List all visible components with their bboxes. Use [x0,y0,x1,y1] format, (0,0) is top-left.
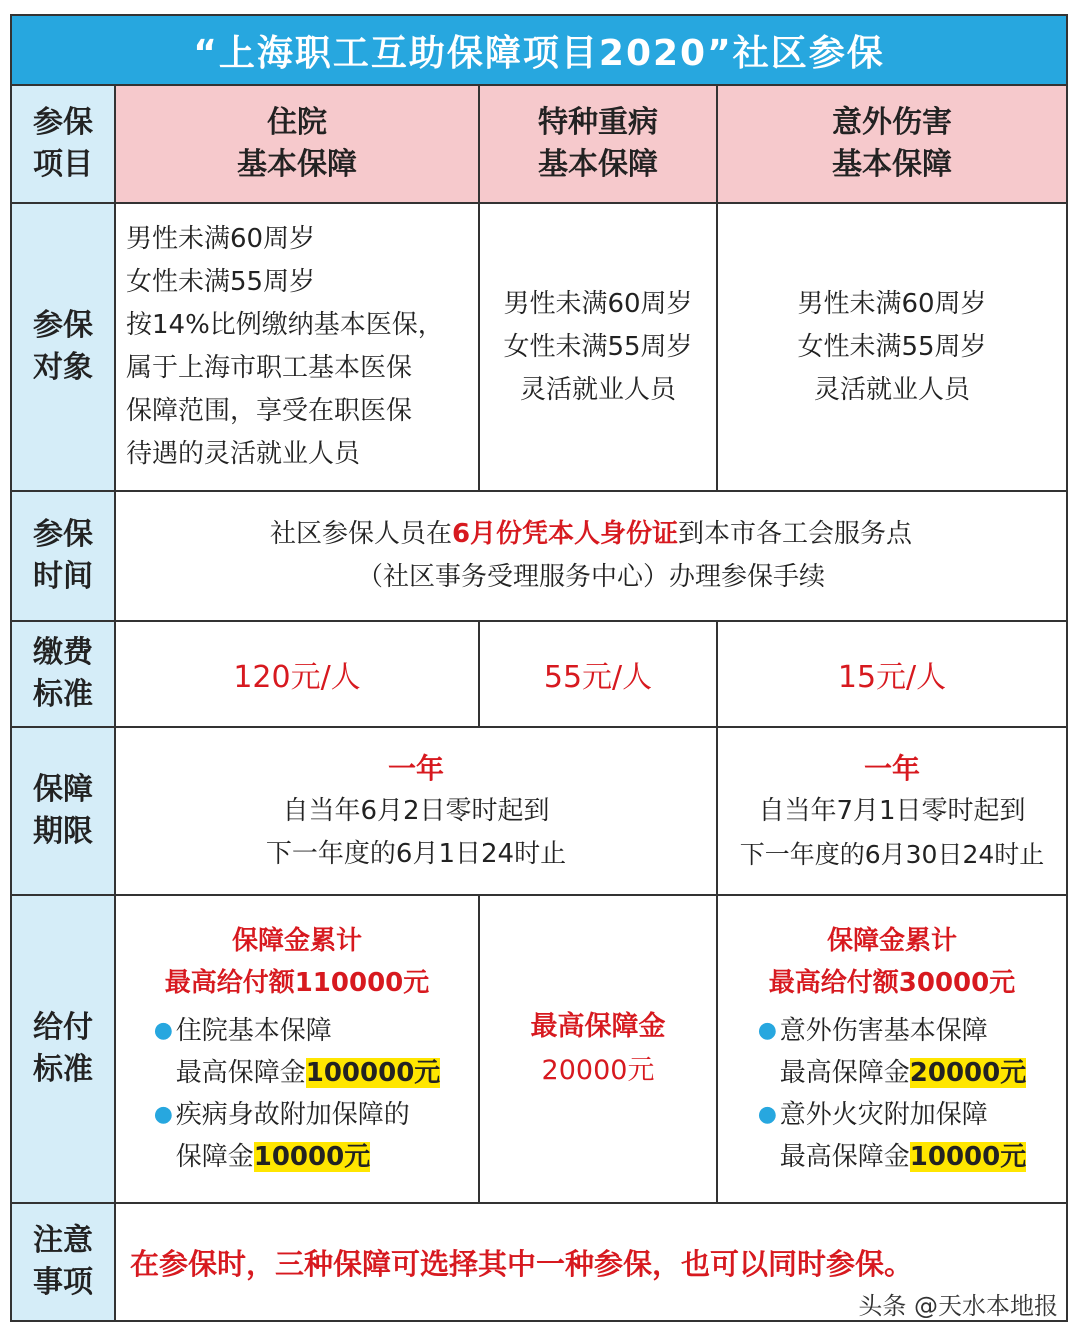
time-line-2: （社区事务受理服务中心）办理参保手续 [356,562,825,592]
label-text: 标准 [33,677,93,712]
label-text: 事项 [33,1265,93,1300]
bullet-icon: ● [757,1102,777,1127]
label-fee [10,622,116,728]
payout-line: 最高保障金 [530,1011,666,1042]
column-header-accident [718,86,1068,204]
list-item [758,1010,1026,1094]
label-payout [10,896,116,1204]
list-item [758,1094,1026,1178]
payout-head-line: 最高给付额30000元 [768,968,1016,998]
bullet-line [176,1136,410,1178]
label-note [10,1204,116,1322]
fee-critical-illness: 55元/人 [480,622,718,728]
label-text: 期限 [33,814,93,849]
enrollment-time [116,492,1068,622]
label-text: 标准 [33,1052,93,1087]
target-line: 保障范围，享受在职医保 [126,396,413,426]
time-text: 到本市各工会服务点 [678,519,913,549]
bullet-icon: ● [757,1018,777,1043]
target-line: 属于上海市职工基本医保 [126,353,413,383]
period-head: 一年 [387,751,444,785]
payout-head-line: 保障金累计 [826,926,957,956]
bullet-line: 疾病身故附加保障的 [175,1100,410,1130]
label-text: 给付 [33,1010,93,1045]
bullet-text: 最高保障金 [175,1058,306,1088]
period-left [116,728,718,896]
bullet-line: 意外伤害基本保障 [779,1016,988,1046]
bullet-line: 意外火灾附加保障 [779,1100,988,1130]
label-text: 参保 [33,308,93,343]
highlight-amount: 100000元 [305,1058,441,1088]
bullet-text: 保障金 [175,1142,254,1172]
watermark: 头条 @天水本地报 [858,1292,1058,1320]
list-item [154,1094,441,1178]
header-line: 意外伤害 [832,105,952,140]
target-critical-illness [480,204,718,492]
fee-accident: 15元/人 [718,622,1068,728]
label-text: 参保 [33,105,93,140]
payout-bullets [758,1010,1026,1178]
header-line: 住院 [267,105,327,140]
payout-head-line: 保障金累计 [231,926,362,956]
bullet-text: 最高保障金 [779,1142,910,1172]
target-line: 女性未满55周岁 [797,331,987,362]
highlight-amount: 10000元 [253,1142,371,1172]
payout-bullets [154,1010,441,1178]
target-line: 按14%比例缴纳基本医保， [126,310,444,340]
target-line: 女性未满55周岁 [503,331,693,362]
target-accident [718,204,1068,492]
period-line: 下一年度的6月30日24时止 [739,839,1045,869]
column-header-critical-illness [480,86,718,204]
label-text: 保障 [33,772,93,807]
period-line: 下一年度的6月1日24时止 [265,838,567,869]
label-text: 参保 [33,517,93,552]
target-line: 灵活就业人员 [519,374,676,405]
period-line: 自当年6月2日零时起到 [282,795,550,826]
period-line: 自当年7月1日零时起到 [758,795,1026,826]
time-highlight: 6月份凭本人身份证 [451,519,679,549]
target-line: 灵活就业人员 [813,374,970,405]
payout-head [165,920,430,1004]
list-item [154,1010,441,1094]
bullet-line [176,1052,441,1094]
column-header-hospital [116,86,480,204]
bullet-icon: ● [153,1018,173,1043]
header-line: 基本保障 [237,147,357,182]
label-text: 注意 [33,1223,93,1258]
label-text: 时间 [33,559,93,594]
highlight-amount: 10000元 [909,1142,1027,1172]
table-title: “上海职工互助保障项目2020”社区参保 [10,14,1068,86]
bullet-line [780,1052,1026,1094]
bullet-line [780,1136,1026,1178]
note-text: 在参保时，三种保障可选择其中一种参保，也可以同时参保。 [116,1204,1068,1322]
label-text: 项目 [33,147,93,182]
label-items [10,86,116,204]
payout-head [769,920,1015,1004]
bullet-icon: ● [153,1102,173,1127]
time-line-1 [270,513,912,556]
highlight-amount: 20000元 [909,1058,1027,1088]
target-line: 男性未满60周岁 [503,288,693,319]
label-target [10,204,116,492]
payout-line: 20000元 [541,1055,655,1086]
payout-accident [718,896,1068,1204]
payout-hospital [116,896,480,1204]
label-time [10,492,116,622]
bullet-line: 住院基本保障 [175,1016,332,1046]
header-line: 特种重病 [538,105,658,140]
label-text: 对象 [33,350,93,385]
payout-critical-illness [480,896,718,1204]
bullet-text: 最高保障金 [779,1058,910,1088]
payout-head-line: 最高给付额110000元 [164,968,430,998]
label-text: 缴费 [33,635,93,670]
header-line: 基本保障 [832,147,952,182]
header-line: 基本保障 [538,147,658,182]
target-line: 男性未满60周岁 [126,224,316,254]
target-line: 女性未满55周岁 [126,267,316,297]
label-period [10,728,116,896]
target-line: 男性未满60周岁 [797,288,987,319]
time-text: 社区参保人员在 [269,519,452,549]
period-head: 一年 [863,751,920,785]
period-right [718,728,1068,896]
target-line: 待遇的灵活就业人员 [126,439,361,469]
fee-hospital: 120元/人 [116,622,480,728]
target-hospital [116,204,480,492]
